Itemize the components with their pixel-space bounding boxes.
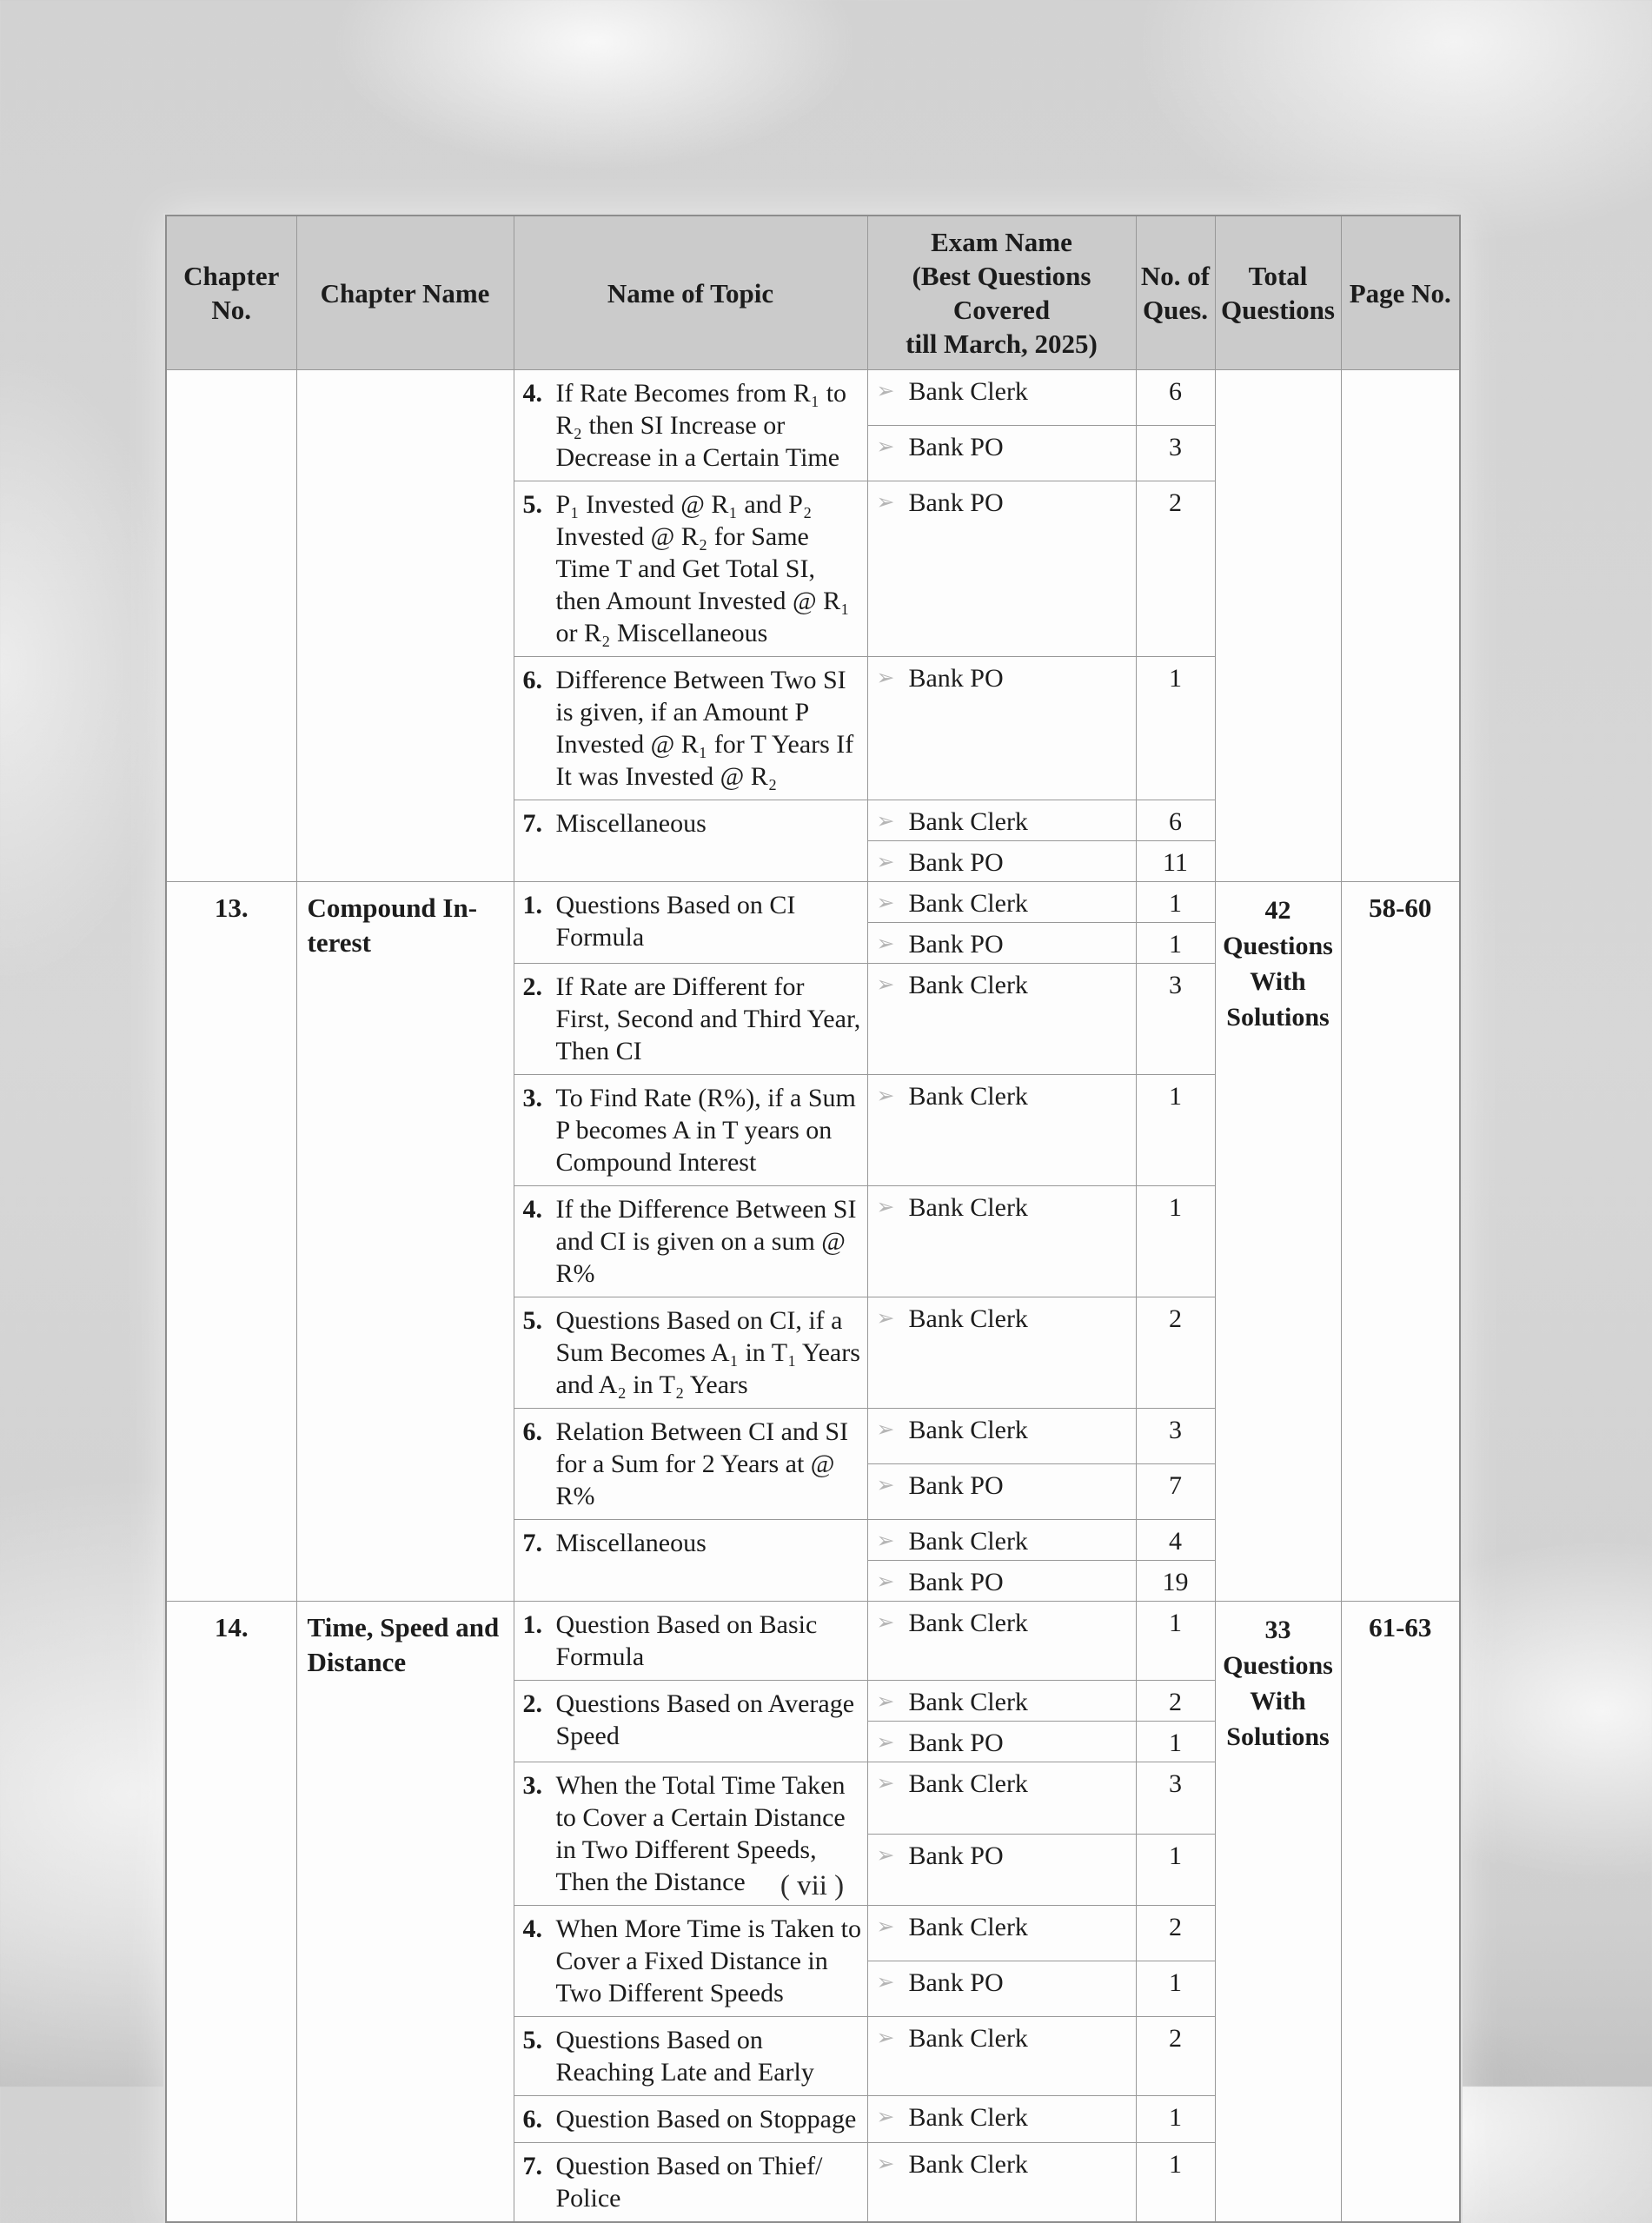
topic-cell [514,1602,867,1681]
topic-name: Questions Based on CI Formula [555,891,796,952]
arrow-bullet-icon: ➢ [876,1307,895,1330]
topic-name: If Rate Becomes from R₁ to R₂ then SI Increase or Decrease in a Certain Time [555,379,847,472]
ques-count-cell: 3 [1136,1409,1215,1464]
table-row [166,1602,1460,1681]
exam-name-label: Bank Clerk [908,1688,1028,1716]
arrow-bullet-icon: ➢ [876,2106,895,2129]
topic-number: 5. [522,490,542,519]
topic-number: 7. [522,1529,542,1557]
ques-count-cell: 6 [1136,370,1215,426]
chapter-name-cell [296,370,514,882]
arrow-bullet-icon: ➢ [876,973,895,997]
ques-count-cell: 7 [1136,1464,1215,1520]
topic-cell [514,2143,867,2223]
header-line: No. of [1140,261,1211,291]
exam-name-label: Bank PO [908,1471,1004,1500]
exam-cell [867,2143,1136,2223]
topic-name: Question Based on Stoppage [555,2105,857,2133]
topic-text [523,2150,862,2214]
header-line: No. [211,295,252,325]
arrow-bullet-icon: ➢ [876,1690,895,1714]
chapter-name-line: Distance [307,1647,407,1677]
exam-cell [867,426,1136,481]
topic-name: Miscellaneous [555,1529,707,1557]
topic-cell [514,370,867,481]
page-no-cell: 58-60 [1341,882,1460,1602]
chapter-no-cell: 13. [166,882,296,1602]
ques-count-cell: 1 [1136,923,1215,964]
arrow-bullet-icon: ➢ [876,1971,895,1994]
exam-name-label: Bank Clerk [908,1416,1028,1444]
ques-count-cell: 1 [1136,1602,1215,1681]
exam-name-label: Bank PO [908,930,1004,959]
col-header-chapter-no [166,216,296,370]
exam-cell [867,370,1136,426]
topic-cell [514,1409,867,1520]
topic-number: 4. [522,379,542,408]
topic-name: If Rate are Different for First, Second and Third Year, Then CI [555,972,861,1065]
topic-text [523,807,862,839]
col-header-name-of-topic [514,216,867,370]
exam-cell [867,800,1136,841]
exam-cell [867,1602,1136,1681]
exam-cell [867,1464,1136,1520]
topic-cell [514,2096,867,2143]
arrow-bullet-icon: ➢ [876,667,895,690]
exam-cell [867,1961,1136,2017]
exam-name-label: Bank PO [908,664,1004,693]
arrow-bullet-icon: ➢ [876,1418,895,1442]
arrow-bullet-icon: ➢ [876,1570,895,1594]
topic-text [523,1913,862,2009]
contents-table [165,215,1461,2223]
table-row [166,882,1460,923]
header-line: Exam Name [931,227,1072,257]
exam-name-label: Bank Clerk [908,1769,1028,1798]
ques-count-cell: 2 [1136,2017,1215,2096]
page-footer-roman-numeral: ( vii ) [780,1870,845,1901]
ques-count-cell: 1 [1136,1186,1215,1297]
arrow-bullet-icon: ➢ [876,1474,895,1497]
exam-cell [867,1722,1136,1762]
arrow-bullet-icon: ➢ [876,892,895,915]
chapter-no-cell [166,370,296,882]
exam-name-label: Bank PO [908,1568,1004,1596]
arrow-bullet-icon: ➢ [876,1772,895,1795]
header-row [166,216,1460,370]
topic-cell [514,1075,867,1186]
chapter-name-line: Time, Speed and [307,1612,500,1642]
chapter-name-line: terest [307,927,371,958]
topic-name: Questions Based on CI, if a Sum Becomes A₁ in T₁ Years and A₂ in T₂ Years [555,1306,860,1399]
ques-count-cell: 1 [1136,1961,1215,2017]
arrow-bullet-icon: ➢ [876,435,895,459]
exam-cell [867,923,1136,964]
topic-cell [514,964,867,1075]
topic-text [523,1688,862,1752]
topic-text [523,889,862,953]
topic-text [523,2103,862,2135]
topic-number: 5. [522,1306,542,1335]
total-questions-line: Solutions [1226,1722,1330,1751]
ques-count-cell: 1 [1136,2096,1215,2143]
total-questions-line: With [1250,967,1306,996]
topic-cell [514,1681,867,1762]
arrow-bullet-icon: ➢ [876,1915,895,1939]
arrow-bullet-icon: ➢ [876,1843,895,1868]
arrow-bullet-icon: ➢ [876,2027,895,2050]
exam-cell [867,481,1136,657]
arrow-bullet-icon: ➢ [876,851,895,874]
topic-number: 5. [522,2026,542,2054]
page-no-cell [1341,370,1460,882]
exam-name-label: Bank Clerk [908,807,1028,836]
topic-number: 4. [522,1195,542,1224]
exam-name-label: Bank Clerk [908,1609,1028,1637]
exam-cell [867,1297,1136,1409]
topic-number: 4. [522,1914,542,1943]
topic-name: P₁ Invested @ R₁ and P₂ Invested @ R₂ for Same Time T and Get Total SI, then Amount Invested @ R₁ or R₂ Miscellaneous [555,490,850,647]
topic-name: Questions Based on Reaching Late and Early [555,2026,814,2087]
page-no-cell: 61-63 [1341,1602,1460,2223]
col-header-no-of-ques [1136,216,1215,370]
header-line: Page No. [1349,277,1451,309]
total-questions-line: Solutions [1226,1003,1330,1032]
header-line: Questions [1221,295,1335,325]
topic-number: 3. [522,1771,542,1800]
ques-count-cell: 4 [1136,1520,1215,1561]
exam-name-label: Bank Clerk [908,889,1028,918]
topic-name: Difference Between Two SI is given, if an Amount P Invested @ R₁ for T Years If It was Invested @ R₂ [555,666,854,791]
topic-text [523,971,862,1067]
chapter-name-cell [296,882,514,1602]
table-row [166,370,1460,426]
ques-count-cell: 1 [1136,657,1215,800]
topic-cell [514,657,867,800]
header-line: Name of Topic [607,277,774,309]
topic-text [523,664,862,793]
total-questions-line: Questions [1223,1651,1333,1680]
topic-cell [514,1186,867,1297]
ques-count-cell: 2 [1136,1681,1215,1722]
arrow-bullet-icon: ➢ [876,491,895,514]
total-questions-line: With [1250,1687,1306,1715]
total-questions-cell [1215,370,1341,882]
topic-number: 2. [522,972,542,1001]
arrow-bullet-icon: ➢ [876,380,895,403]
topic-cell [514,1520,867,1602]
topic-text [523,2024,862,2088]
topic-number: 7. [522,809,542,838]
topic-cell [514,481,867,657]
topic-name: Questions Based on Average Speed [555,1689,855,1750]
topic-cell [514,1906,867,2017]
header-line: Total [1248,261,1308,291]
ques-count-cell: 3 [1136,426,1215,481]
exam-name-label: Bank Clerk [908,377,1028,406]
ques-count-cell: 19 [1136,1561,1215,1602]
exam-name-label: Bank Clerk [908,2150,1028,2179]
topic-text [523,1193,862,1290]
topic-name: If the Difference Between SI and CI is given on a sum @ R% [555,1195,857,1288]
ques-count-cell: 2 [1136,481,1215,657]
exam-cell [867,657,1136,800]
ques-count-cell: 1 [1136,1834,1215,1906]
col-header-exam-name [867,216,1136,370]
ques-count-cell: 1 [1136,1075,1215,1186]
exam-name-label: Bank Clerk [908,971,1028,999]
topic-name: Relation Between CI and SI for a Sum for 2 Years at @ R% [555,1417,849,1510]
col-header-chapter-name [296,216,514,370]
exam-cell [867,2096,1136,2143]
chapter-name-cell [296,1602,514,2223]
topic-number: 6. [522,2105,542,2133]
contents-table-head [166,216,1460,370]
exam-name-label: Bank PO [908,1729,1004,1757]
topic-number: 1. [522,1610,542,1639]
header-line: Chapter [183,261,280,291]
topic-text [523,1527,862,1559]
arrow-bullet-icon: ➢ [876,1085,895,1108]
exam-name-label: Bank Clerk [908,1527,1028,1556]
ques-count-cell: 6 [1136,800,1215,841]
header-line: till March, 2025) [906,328,1098,359]
exam-cell [867,1681,1136,1722]
chapter-name-line: Compound In- [307,893,478,923]
exam-name-label: Bank PO [908,488,1004,517]
arrow-bullet-icon: ➢ [876,1196,895,1219]
topic-name: Question Based on Thief/ Police [555,2152,823,2213]
exam-cell [867,1409,1136,1464]
topic-number: 6. [522,666,542,694]
exam-cell [867,1762,1136,1835]
exam-cell [867,1561,1136,1602]
exam-name-label: Bank PO [908,1968,1004,1997]
topic-name: Question Based on Basic Formula [555,1610,818,1671]
exam-name-label: Bank PO [908,848,1004,877]
topic-text [523,1082,862,1178]
col-header-page-no [1341,216,1460,370]
topic-name: To Find Rate (R%), if a Sum P becomes A in T years on Compound Interest [555,1084,856,1177]
topic-cell [514,800,867,882]
topic-cell [514,1297,867,1409]
topic-number: 3. [522,1084,542,1112]
ques-count-cell: 1 [1136,1722,1215,1762]
topic-number: 7. [522,2152,542,2180]
exam-name-label: Bank Clerk [908,1304,1028,1333]
arrow-bullet-icon: ➢ [876,1530,895,1553]
exam-cell [867,882,1136,923]
topic-number: 6. [522,1417,542,1446]
exam-cell [867,964,1136,1075]
chapter-no-cell: 14. [166,1602,296,2223]
topic-text [523,488,862,649]
topic-name: When the Total Time Taken to Cover a Certain Distance in Two Different Speeds, Then the Distance [555,1771,846,1896]
exam-name-label: Bank Clerk [908,2024,1028,2053]
total-questions-cell [1215,1602,1341,2223]
header-line: Ques. [1143,295,1208,325]
topic-name: When More Time is Taken to Cover a Fixed Distance in Two Different Speeds [555,1914,861,2007]
exam-cell [867,1186,1136,1297]
ques-count-cell: 11 [1136,841,1215,882]
total-questions-line: 42 [1264,896,1291,925]
header-line: Chapter Name [320,277,490,309]
topic-text [523,1304,862,1401]
contents-sheet [165,215,1459,2223]
topic-text [523,377,862,474]
topic-number: 2. [522,1689,542,1718]
topic-cell [514,882,867,964]
exam-cell [867,2017,1136,2096]
arrow-bullet-icon: ➢ [876,932,895,956]
exam-name-label: Bank PO [908,433,1004,461]
topic-cell [514,2017,867,2096]
ques-count-cell: 3 [1136,964,1215,1075]
topic-text [523,1609,862,1673]
topic-name: Miscellaneous [555,809,707,838]
contents-table-body [166,370,1460,2223]
ques-count-cell: 1 [1136,882,1215,923]
total-questions-line: 33 [1264,1616,1291,1644]
exam-name-label: Bank Clerk [908,1082,1028,1111]
topic-number: 1. [522,891,542,919]
exam-name-label: Bank Clerk [908,1913,1028,1941]
arrow-bullet-icon: ➢ [876,1731,895,1755]
exam-cell [867,1520,1136,1561]
exam-cell [867,1906,1136,1961]
col-header-total-questions [1215,216,1341,370]
exam-name-label: Bank Clerk [908,2103,1028,2132]
exam-name-label: Bank PO [908,1841,1004,1870]
arrow-bullet-icon: ➢ [876,1611,895,1635]
ques-count-cell: 1 [1136,2143,1215,2223]
arrow-bullet-icon: ➢ [876,810,895,833]
arrow-bullet-icon: ➢ [876,2153,895,2176]
ques-count-cell: 2 [1136,1297,1215,1409]
ques-count-cell: 2 [1136,1906,1215,1961]
exam-name-label: Bank Clerk [908,1193,1028,1222]
total-questions-line: Questions [1223,932,1333,960]
header-line: (Best Questions Covered [912,261,1091,325]
exam-cell [867,841,1136,882]
topic-text [523,1416,862,1512]
exam-cell [867,1075,1136,1186]
total-questions-cell [1215,882,1341,1602]
ques-count-cell: 3 [1136,1762,1215,1835]
